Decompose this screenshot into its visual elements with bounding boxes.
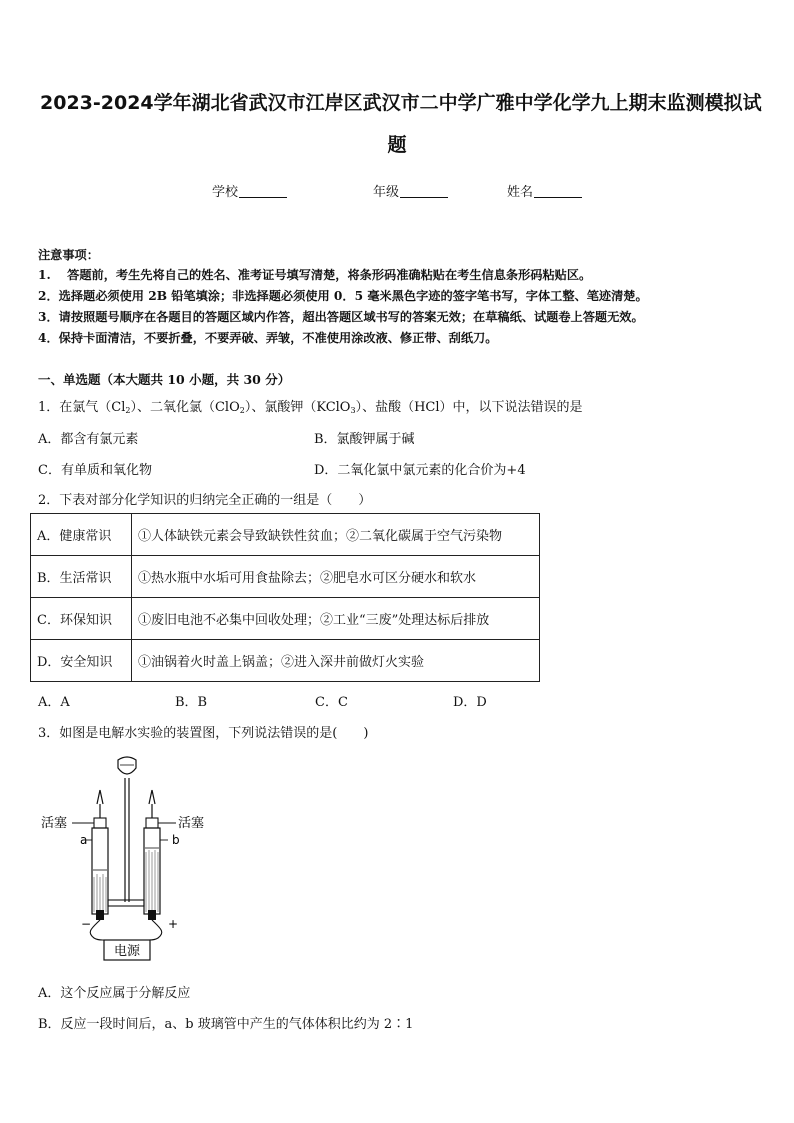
right-electrode — [148, 910, 156, 920]
power-label: 电源 — [113, 944, 141, 959]
right-water-hatch — [146, 850, 158, 912]
question-2-stem: 2．下表对部分化学知识的归纳完全正确的一组是（ ） — [38, 493, 372, 508]
table-cell-content: ①热水瓶中水垢可用食盐除去；②肥皂水可区分硬水和软水 — [132, 556, 540, 598]
table-cell-category: D．安全知识 — [31, 640, 132, 682]
name-field[interactable] — [507, 181, 582, 200]
q1-stem-part: ）、盐酸（HCl）中，以下说法错误的是 — [355, 400, 583, 415]
left-water-hatch — [94, 874, 106, 912]
school-label: 学校 — [212, 185, 239, 200]
q2-option-d[interactable]: D．D — [453, 695, 487, 710]
left-electrode — [96, 910, 104, 920]
connecting-tube — [108, 900, 144, 906]
table-row — [31, 598, 540, 640]
school-blank[interactable] — [239, 185, 287, 198]
right-nozzle — [152, 790, 155, 804]
page-title-continued: 题 — [387, 134, 407, 156]
table-row — [31, 514, 540, 556]
name-label: 姓名 — [507, 185, 534, 200]
table-cell-content: ①油锅着火时盖上锅盖；②进入深井前做灯火实验 — [132, 640, 540, 682]
electrolysis-apparatus-figure — [36, 752, 226, 964]
tube-b-label: b — [172, 833, 180, 847]
notice-item-2: 2．选择题必须使用 2B 铅笔填涂；非选择题必须使用 0．5 毫米黑色字迹的签字笔书写，字体工整、笔迹清楚。 — [38, 289, 648, 303]
school-field[interactable] — [212, 181, 287, 200]
q1-stem-part: ）、氯酸钾（KClO — [244, 400, 351, 415]
grade-label: 年级 — [373, 185, 400, 200]
notice-item-4: 4．保持卡面清洁，不要折叠，不要弄破、弄皱，不准使用涂改液、修正带、刮纸刀。 — [38, 331, 498, 345]
funnel — [118, 757, 136, 774]
grade-field[interactable] — [373, 181, 448, 200]
q1-option-c[interactable]: C．有单质和氧化物 — [38, 463, 152, 478]
q1-subscript: 2 — [239, 406, 245, 415]
right-valve — [146, 818, 158, 828]
right-valve-label: 活塞 — [178, 816, 205, 831]
q3-option-a[interactable]: A．这个反应属于分解反应 — [38, 986, 191, 1001]
q3-option-b[interactable]: B．反应一段时间后，a、b 玻璃管中产生的气体体积比约为 2∶1 — [38, 1017, 414, 1032]
question-3-stem: 3．如图是电解水实验的装置图，下列说法错误的是( ) — [38, 726, 369, 741]
page-title: 2023-2024学年湖北省武汉市江岸区武汉市二中学广雅中学化学九上期末监测模拟试 — [40, 92, 762, 114]
notice-item-3: 3．请按照题号顺序在各题目的答题区域内作答，超出答题区域书写的答案无效；在草稿纸、试题卷上答题无效。 — [38, 310, 644, 324]
table-row — [31, 640, 540, 682]
q1-stem-part: ）、二氧化氯（ClO — [130, 400, 240, 415]
q1-option-d[interactable]: D．二氧化氯中氯元素的化合价为+4 — [314, 463, 526, 478]
table-cell-content: ①废旧电池不必集中回收处理；②工业“三废”处理达标后排放 — [132, 598, 540, 640]
table-cell-category: B．生活常识 — [31, 556, 132, 598]
q1-option-b[interactable]: B．氯酸钾属于碱 — [314, 432, 415, 447]
name-blank[interactable] — [534, 185, 582, 198]
right-wire — [142, 920, 162, 942]
q2-option-b[interactable]: B．B — [175, 695, 208, 710]
q1-option-a[interactable]: A．都含有氯元素 — [38, 432, 139, 447]
section-title: 一、单选题（本大题共 10 小题，共 30 分） — [38, 372, 291, 387]
left-valve-label: 活塞 — [41, 816, 68, 831]
positive-terminal-label: + — [168, 917, 179, 931]
q2-option-c[interactable]: C．C — [315, 695, 348, 710]
knowledge-table — [30, 513, 540, 682]
grade-blank[interactable] — [400, 185, 448, 198]
q1-subscript: 2 — [125, 406, 131, 415]
q1-stem-part: 1．在氯气（Cl — [38, 400, 126, 415]
left-wire — [90, 920, 110, 942]
q2-option-a[interactable]: A．A — [38, 695, 70, 710]
table-row — [31, 556, 540, 598]
negative-terminal-label: − — [81, 917, 92, 931]
left-valve — [94, 818, 106, 828]
table-cell-category: A．健康常识 — [31, 514, 132, 556]
left-nozzle — [100, 790, 103, 804]
table-cell-category: C．环保知识 — [31, 598, 132, 640]
q1-subscript: 3 — [350, 406, 356, 415]
question-1-stem — [38, 396, 583, 415]
right-nozzle — [149, 790, 152, 804]
table-cell-content: ①人体缺铁元素会导致缺铁性贫血；②二氧化碳属于空气污染物 — [132, 514, 540, 556]
left-nozzle — [97, 790, 100, 804]
tube-a-label: a — [80, 833, 88, 847]
notice-item-1: 1. 答题前，考生先将自己的姓名、准考证号填写清楚，将条形码准确粘贴在考生信息条形码粘贴区。 — [38, 268, 592, 282]
notice-heading: 注意事项： — [38, 248, 99, 262]
